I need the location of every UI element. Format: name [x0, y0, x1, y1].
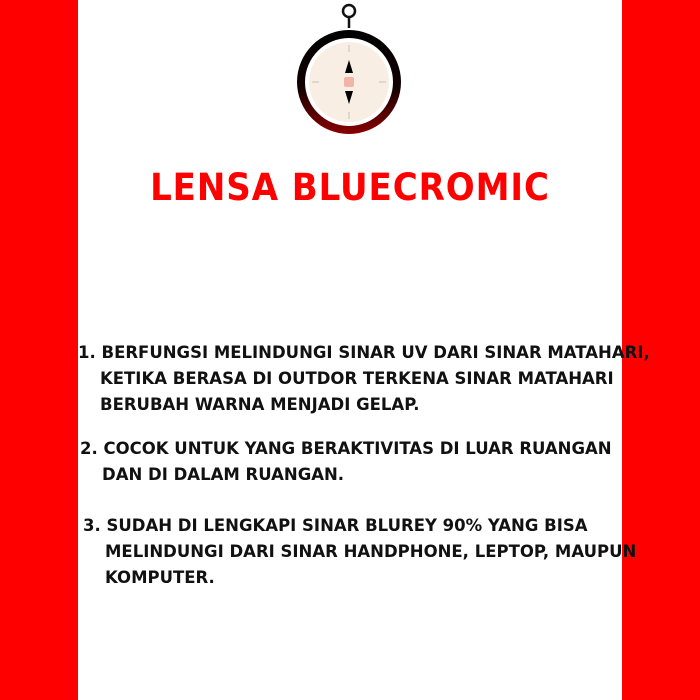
list-item-line: KOMPUTER. [105, 568, 215, 587]
page-title: LENSA BLUECROMIC [150, 166, 550, 209]
list-item-line: MELINDUNGI DARI SINAR HANDPHONE, LEPTOP, MAUPUN [105, 542, 637, 561]
list-item-line: 2. COCOK UNTUK YANG BERAKTIVITAS DI LUAR RUANGAN [80, 439, 612, 458]
list-item [80, 436, 612, 488]
left-red-bar [0, 0, 78, 700]
list-item [83, 513, 636, 591]
list-item-line: BERUBAH WARNA MENJADI GELAP. [100, 395, 420, 414]
list-item-line: 1. BERFUNGSI MELINDUNGI SINAR UV DARI SINAR MATAHARI, [78, 343, 650, 362]
list-item-line: 3. SUDAH DI LENGKAPI SINAR BLUREY 90% YANG BISA [83, 516, 588, 535]
list-item-line: KETIKA BERASA DI OUTDOR TERKENA SINAR MATAHARI [100, 369, 614, 388]
list-item-line: DAN DI DALAM RUANGAN. [102, 465, 345, 484]
list-item [78, 340, 650, 418]
compass-icon [296, 0, 404, 140]
